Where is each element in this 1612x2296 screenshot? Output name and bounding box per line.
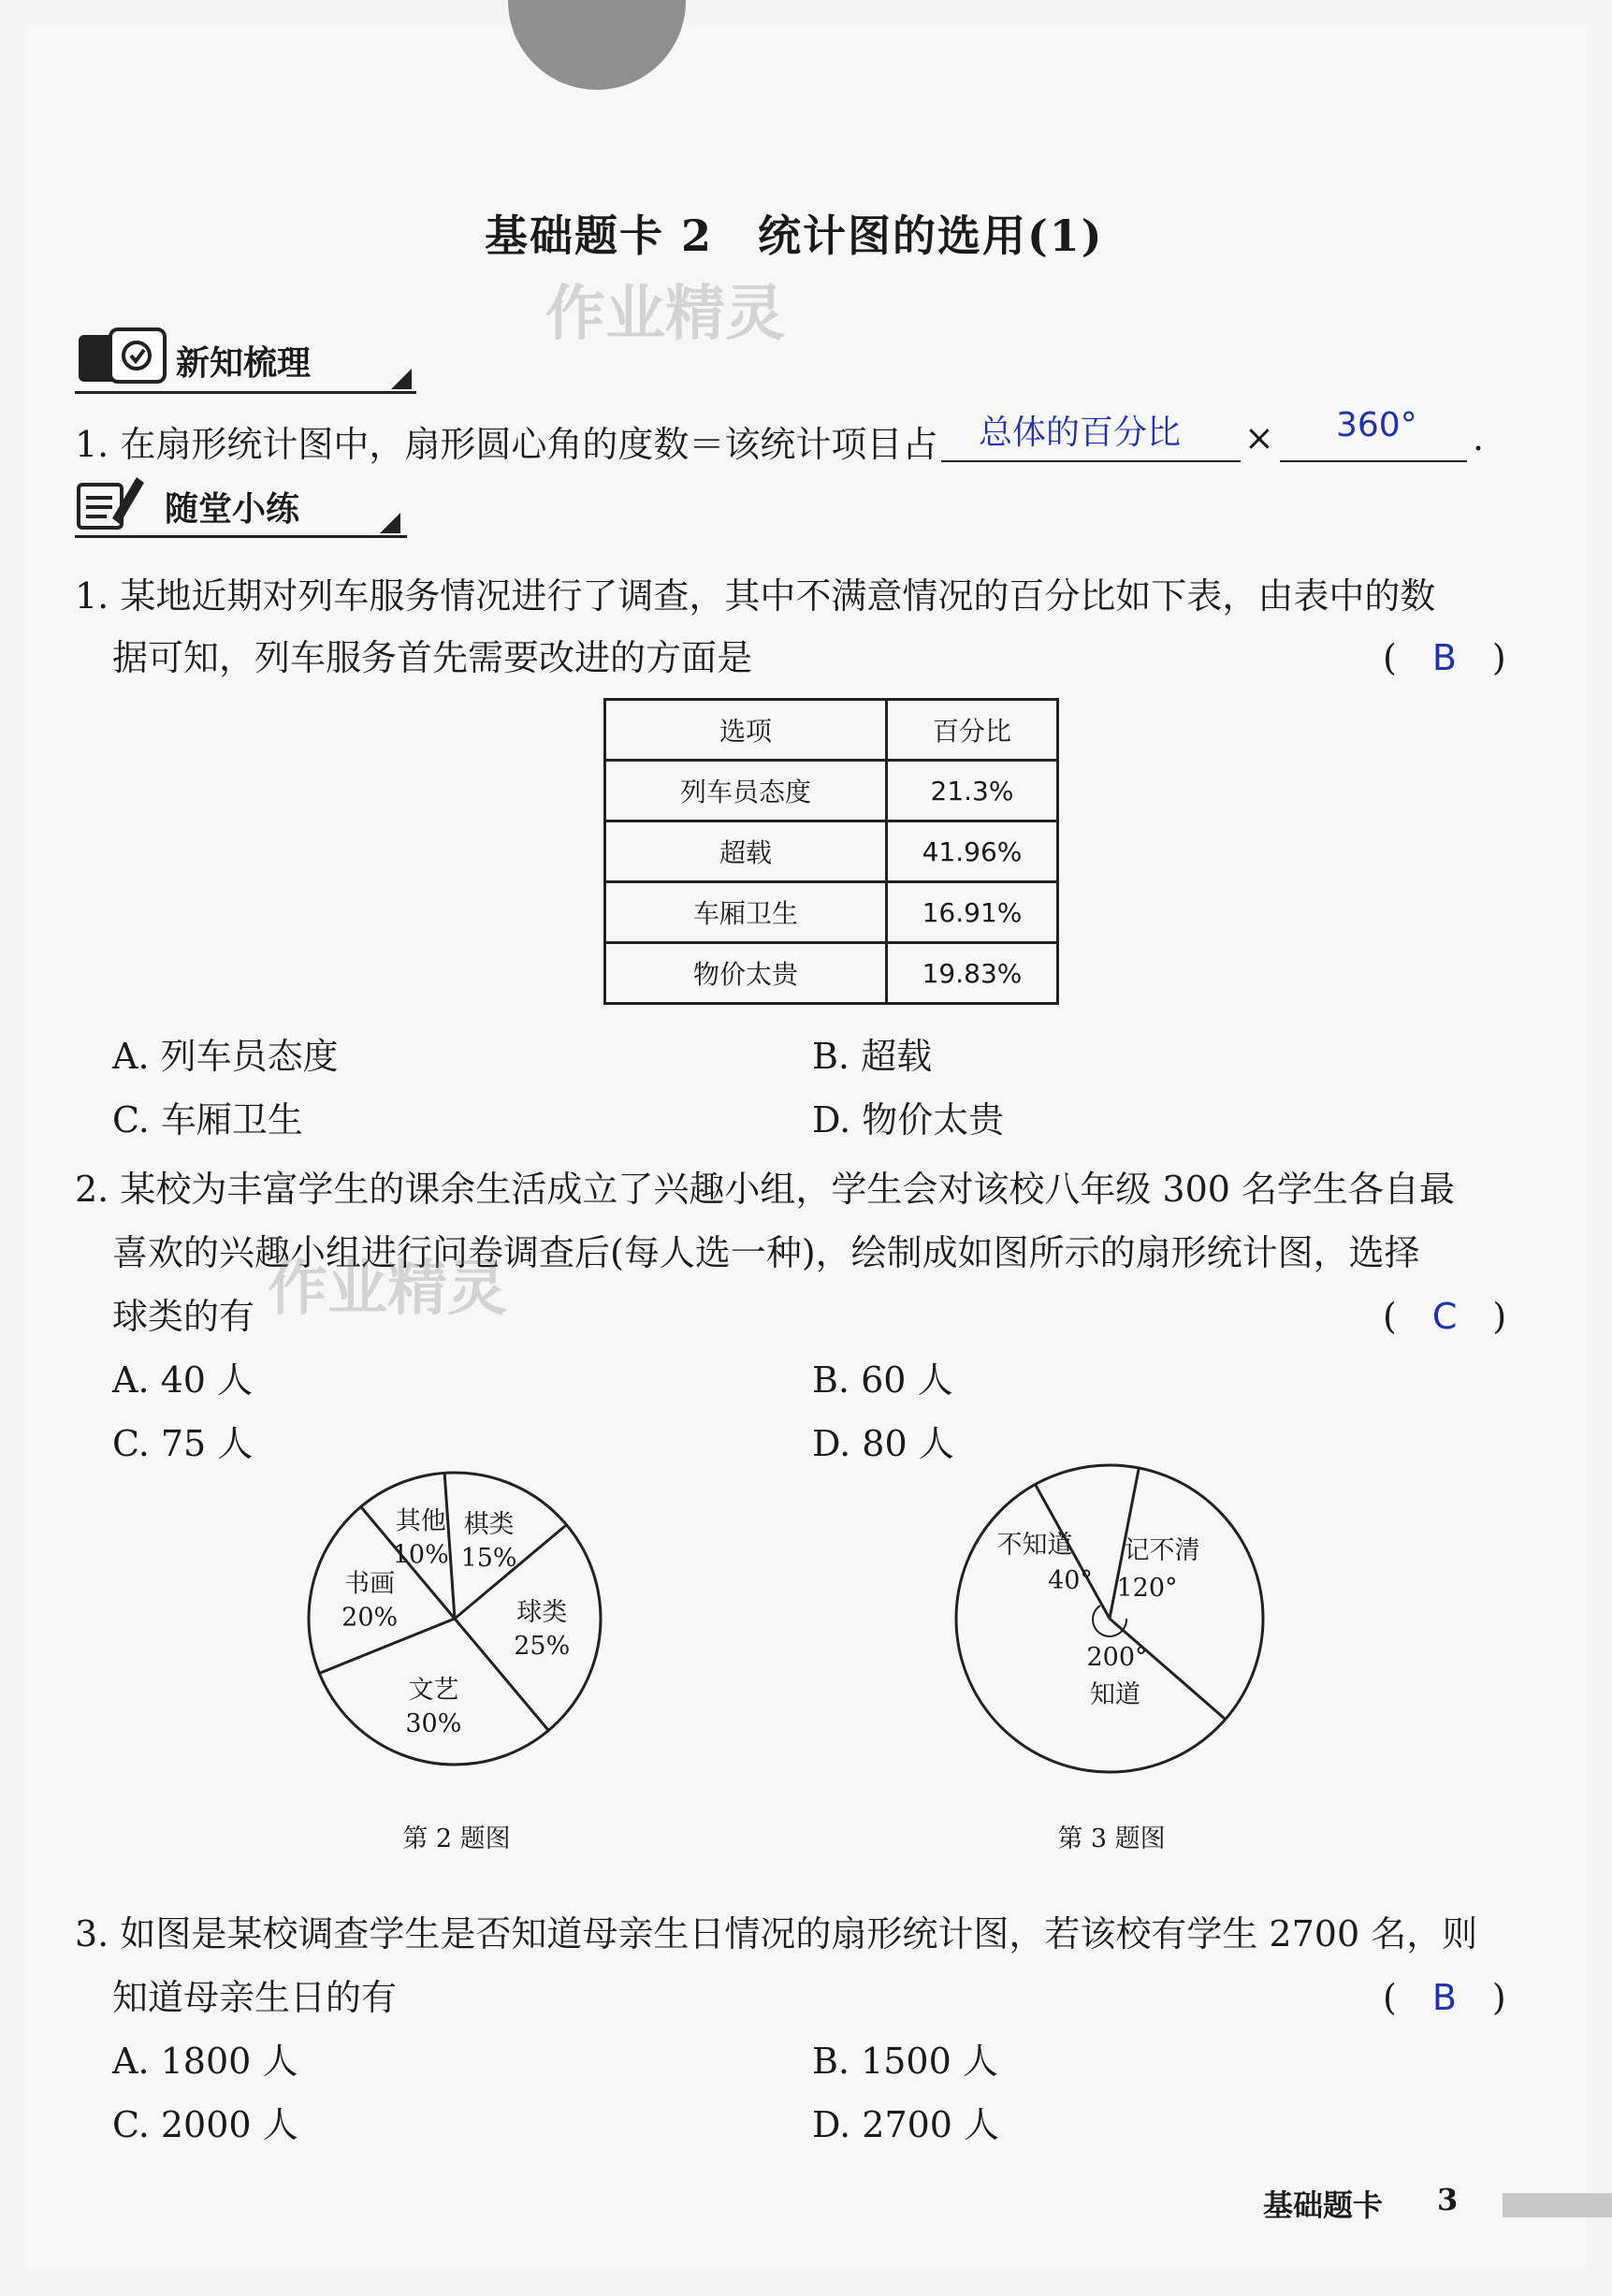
q3-line1: 3. 如图是某校调查学生是否知道母亲生日情况的扇形统计图，若该校有学生 2700 名，则 — [75, 1913, 1478, 1955]
knowledge-text: 1. 在扇形统计图中，扇形圆心角的度数＝该统计项目占 — [75, 424, 938, 465]
q2-answer-bracket: ( C ) — [1383, 1296, 1507, 1337]
chart-caption: 第 2 题图 — [402, 1824, 511, 1853]
table-header: 选项 — [605, 700, 887, 761]
pie-slice-label: 不知道 — [996, 1531, 1073, 1560]
q1-line1: 1. 某地近期对列车服务情况进行了调查，其中不满意情况的百分比如下表，由表中的数 — [75, 575, 1436, 617]
q1-option-a[interactable]: A. 列车员态度 — [112, 1036, 339, 1077]
q2-option-b[interactable]: B. 60 人 — [812, 1359, 953, 1401]
q1-option-c[interactable]: C. 车厢卫生 — [112, 1099, 303, 1141]
footer-label: 基础题卡 — [1263, 2187, 1384, 2223]
q1-answer: B — [1431, 637, 1457, 678]
table-header: 百分比 — [887, 700, 1058, 761]
q1-line2: 据可知，列车服务首先需要改进的方面是 — [112, 637, 753, 678]
q3-answer: B — [1431, 1977, 1457, 2018]
pie-slice-value: 20% — [341, 1603, 399, 1633]
q1-answer-bracket: ( B ) — [1383, 637, 1506, 678]
q3-option-a[interactable]: A. 1800 人 — [112, 2041, 298, 2082]
pie-slice-value: 40° — [1048, 1566, 1093, 1595]
q2-line3: 球类的有 — [112, 1296, 255, 1337]
knowledge-end: . — [1473, 417, 1485, 458]
pie-slice-value: 25% — [514, 1632, 571, 1662]
table-cell: 19.83% — [887, 943, 1058, 1004]
table-cell: 21.3% — [887, 761, 1058, 821]
q3-option-c[interactable]: C. 2000 人 — [112, 2104, 298, 2145]
pie-slice-value: 15% — [460, 1543, 517, 1573]
pie-slice-label: 知道 — [1090, 1680, 1140, 1709]
pie-slice-label: 棋类 — [463, 1509, 515, 1539]
knowledge-answer-1: 总体的百分比 — [979, 414, 1182, 452]
q3-option-d[interactable]: D. 2700 人 — [812, 2104, 1000, 2145]
page-title: 基础题卡 2 统计图的选用(1) — [485, 211, 1104, 261]
section-heading-practice: 随堂小练 — [165, 490, 300, 529]
chart-caption: 第 3 题图 — [1057, 1824, 1166, 1853]
pie-slice-label: 文艺 — [408, 1675, 459, 1705]
q2-option-c[interactable]: C. 75 人 — [112, 1423, 254, 1464]
table-cell: 超载 — [605, 821, 887, 882]
worksheet-page — [26, 24, 1587, 2270]
pie-slice-label: 记不清 — [1124, 1536, 1200, 1565]
table-cell: 物价太贵 — [605, 943, 887, 1004]
table-cell: 列车员态度 — [605, 761, 887, 821]
pie-slice-label: 书画 — [344, 1569, 396, 1599]
q3-answer-bracket: ( B ) — [1383, 1977, 1506, 2018]
pie-slice-value: 30% — [405, 1708, 462, 1738]
table-cell: 车厢卫生 — [605, 882, 887, 943]
q2-answer: C — [1431, 1296, 1458, 1337]
q2-line2: 喜欢的兴趣小组进行问卷调查后(每人选一种)，绘制成如图所示的扇形统计图，选择 — [112, 1232, 1420, 1273]
knowledge-answer-2: 360° — [1336, 406, 1417, 444]
pie-slice-value: 10% — [392, 1540, 449, 1570]
pie-slice-value: 200° — [1086, 1643, 1148, 1672]
q3-line2: 知道母亲生日的有 — [112, 1977, 398, 2018]
q2-option-d[interactable]: D. 80 人 — [812, 1423, 954, 1464]
q2-line1: 2. 某校为丰富学生的课余生活成立了兴趣小组，学生会对该校八年级 300 名学生各自最 — [75, 1169, 1456, 1210]
pie-slice-value: 120° — [1116, 1574, 1178, 1603]
footer-bar — [1503, 2193, 1612, 2217]
pie-slice-label: 球类 — [516, 1598, 568, 1628]
q1-option-b[interactable]: B. 超载 — [812, 1036, 933, 1077]
angle-marker — [1093, 1606, 1126, 1636]
section-heading-new: 新知梳理 — [176, 344, 312, 383]
q2-option-a[interactable]: A. 40 人 — [112, 1359, 254, 1401]
table-cell: 16.91% — [887, 882, 1058, 943]
pie-slice-label: 其他 — [395, 1506, 446, 1536]
table-cell: 41.96% — [887, 821, 1058, 882]
watermark: 作业精灵 — [268, 1255, 507, 1324]
q3-option-b[interactable]: B. 1500 人 — [812, 2041, 998, 2082]
times-sign: × — [1244, 417, 1274, 458]
watermark: 作业精灵 — [545, 280, 785, 349]
q1-option-d[interactable]: D. 物价太贵 — [812, 1099, 1005, 1141]
page-number: 3 — [1437, 2182, 1459, 2217]
